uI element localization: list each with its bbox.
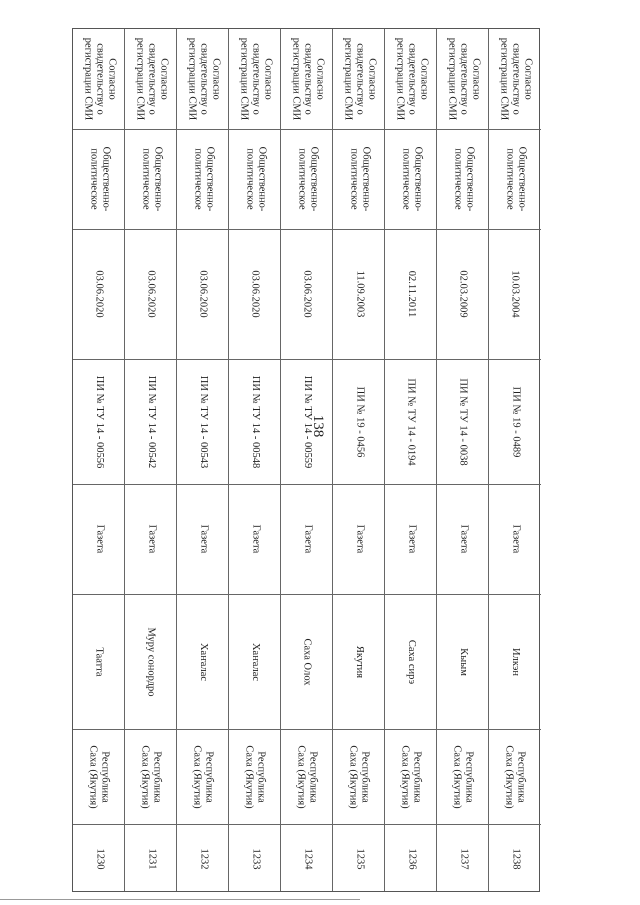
basis-cell xyxy=(281,29,333,129)
region-cell xyxy=(333,729,385,824)
type: Газета xyxy=(510,524,521,554)
num-cell xyxy=(281,824,333,893)
region-text xyxy=(87,745,111,808)
record-column xyxy=(177,29,229,891)
basis-line3: регистрации СМИ xyxy=(342,37,353,121)
name: Хаҥалас xyxy=(249,642,261,681)
region-line1: Республика xyxy=(256,750,267,803)
region-line1: Республика xyxy=(152,750,163,803)
license-cell xyxy=(437,359,489,484)
date-cell xyxy=(489,229,541,359)
num: 1236 xyxy=(406,848,417,869)
type: Газета xyxy=(302,524,313,554)
name: Муру сонордро xyxy=(146,626,158,697)
license: ПИ № ТУ 14 - 0194 xyxy=(406,377,417,466)
name-text xyxy=(457,648,469,676)
basis-line1: Согласно xyxy=(314,58,325,100)
type-cell xyxy=(281,484,333,594)
basis-cell xyxy=(73,29,125,129)
license: ПИ № ТУ 14 - 00559 xyxy=(302,375,313,468)
basis-text xyxy=(341,38,377,121)
basis-cell xyxy=(229,29,281,129)
num-text xyxy=(301,848,313,869)
name-cell xyxy=(177,594,229,729)
category-line1: Общественно- xyxy=(464,146,476,212)
license: ПИ № 19 - 0489 xyxy=(510,386,521,457)
num-cell xyxy=(437,824,489,893)
date-cell xyxy=(177,229,229,359)
region-line2: Саха (Якутия) xyxy=(452,744,463,809)
region-text xyxy=(191,745,215,808)
category-line1: Общественно- xyxy=(100,146,112,212)
name-text xyxy=(249,642,261,680)
license-cell xyxy=(125,359,177,484)
basis-text xyxy=(393,38,429,121)
basis-line2: свидетельству о xyxy=(198,43,209,115)
num-text xyxy=(405,848,417,869)
license-text xyxy=(457,378,469,465)
name-cell xyxy=(385,594,437,729)
date: 03.06.2020 xyxy=(302,270,313,318)
basis-line2: свидетельству о xyxy=(458,43,469,115)
basis-line2: свидетельству о xyxy=(510,43,521,115)
region-line2: Саха (Якутия) xyxy=(296,744,307,809)
region-cell xyxy=(177,729,229,824)
basis-line1: Согласно xyxy=(262,58,273,100)
type-text xyxy=(249,525,261,554)
num-text xyxy=(145,848,157,869)
name: Илкэн xyxy=(509,647,521,676)
region-line1: Республика xyxy=(360,750,371,803)
type-cell xyxy=(489,484,541,594)
license-cell xyxy=(333,359,385,484)
num-text xyxy=(93,848,105,869)
basis-cell xyxy=(437,29,489,129)
category-text xyxy=(503,147,527,212)
license-cell xyxy=(489,359,541,484)
region-line1: Республика xyxy=(412,750,423,803)
date-text xyxy=(353,271,365,318)
date-cell xyxy=(229,229,281,359)
category-line1: Общественно- xyxy=(256,146,268,212)
category-cell xyxy=(177,129,229,229)
basis-text xyxy=(445,38,481,121)
category-line2: политическое xyxy=(400,148,412,210)
type-cell xyxy=(385,484,437,594)
region-text xyxy=(451,745,475,808)
record-column xyxy=(437,29,489,891)
basis-line3: регистрации СМИ xyxy=(186,37,197,121)
license-text xyxy=(145,375,157,467)
basis-line1: Согласно xyxy=(470,58,481,100)
date-text xyxy=(405,271,417,317)
basis-cell xyxy=(385,29,437,129)
num-cell xyxy=(125,824,177,893)
license-cell xyxy=(177,359,229,484)
type: Газета xyxy=(198,524,209,554)
type-text xyxy=(509,525,521,554)
name-cell xyxy=(333,594,385,729)
category-text xyxy=(295,147,319,212)
region-cell xyxy=(489,729,541,824)
num-text xyxy=(457,848,469,869)
basis-text xyxy=(133,38,169,121)
category-text xyxy=(347,147,371,212)
name-text xyxy=(405,639,417,683)
date: 02.11.2011 xyxy=(405,270,417,318)
num-cell xyxy=(385,824,437,893)
type-cell xyxy=(73,484,125,594)
date-text xyxy=(249,270,261,317)
num: 1230 xyxy=(94,848,105,869)
license-text xyxy=(405,378,417,465)
category-line1: Общественно- xyxy=(204,146,216,212)
name: Хаҥалас xyxy=(197,642,209,681)
basis-line1: Согласно xyxy=(366,58,377,100)
date-text xyxy=(197,270,209,317)
basis-line1: Согласно xyxy=(158,58,169,100)
category-text xyxy=(191,147,215,212)
num-text xyxy=(197,848,209,869)
category-text xyxy=(139,147,163,212)
region-line1: Республика xyxy=(516,750,527,803)
name-cell xyxy=(281,594,333,729)
category-line1: Общественно- xyxy=(360,146,372,212)
basis-cell xyxy=(125,29,177,129)
date: 03.06.2020 xyxy=(146,270,157,318)
basis-text xyxy=(289,38,325,121)
basis-line2: свидетельству о xyxy=(94,43,105,115)
basis-line1: Согласно xyxy=(106,58,117,100)
num: 1235 xyxy=(354,848,365,869)
license-cell xyxy=(281,359,333,484)
type-cell xyxy=(229,484,281,594)
name-text xyxy=(353,645,365,677)
basis-text xyxy=(81,38,117,121)
category-text xyxy=(87,147,111,212)
record-column xyxy=(333,29,385,891)
basis-line2: свидетельству о xyxy=(302,43,313,115)
region-cell xyxy=(125,729,177,824)
license-text xyxy=(301,375,313,467)
date-text xyxy=(93,270,105,317)
category-line1: Общественно- xyxy=(152,146,164,212)
basis-line3: регистрации СМИ xyxy=(394,37,405,121)
date: 03.06.2020 xyxy=(94,270,105,318)
region-line2: Саха (Якутия) xyxy=(88,744,99,809)
category-cell xyxy=(125,129,177,229)
region-cell xyxy=(437,729,489,824)
license: ПИ № ТУ 14 - 0038 xyxy=(458,377,469,466)
type-cell xyxy=(125,484,177,594)
region-line1: Республика xyxy=(100,750,111,803)
date-text xyxy=(301,270,313,317)
type-text xyxy=(457,525,469,554)
license-text xyxy=(509,386,521,457)
type-cell xyxy=(177,484,229,594)
category-text xyxy=(399,147,423,212)
region-cell xyxy=(385,729,437,824)
basis-line2: свидетельству о xyxy=(146,43,157,115)
category-cell xyxy=(437,129,489,229)
type: Газета xyxy=(250,524,261,554)
category-cell xyxy=(385,129,437,229)
basis-cell xyxy=(489,29,541,129)
region-line2: Саха (Якутия) xyxy=(192,744,203,809)
category-text xyxy=(243,147,267,212)
name-cell xyxy=(489,594,541,729)
date-cell xyxy=(333,229,385,359)
region-line2: Саха (Якутия) xyxy=(504,744,515,809)
date-text xyxy=(145,270,157,317)
basis-line2: свидетельству о xyxy=(354,43,365,115)
num: 1231 xyxy=(146,848,157,869)
license-text xyxy=(93,375,105,467)
basis-text xyxy=(185,38,221,121)
type-text xyxy=(93,525,105,554)
basis-line3: регистрации СМИ xyxy=(238,37,249,121)
basis-line3: регистрации СМИ xyxy=(290,37,301,121)
date-text xyxy=(509,270,521,317)
num-cell xyxy=(333,824,385,893)
record-column xyxy=(489,29,541,891)
region-line1: Республика xyxy=(464,750,475,803)
region-line2: Саха (Якутия) xyxy=(400,744,411,809)
basis-cell xyxy=(333,29,385,129)
name: Таатта xyxy=(93,646,105,677)
category-cell xyxy=(229,129,281,229)
region-line1: Республика xyxy=(308,750,319,803)
name: Саха Олох xyxy=(302,637,313,686)
category-cell xyxy=(489,129,541,229)
record-column xyxy=(229,29,281,891)
date-cell xyxy=(437,229,489,359)
license-cell xyxy=(229,359,281,484)
date-cell xyxy=(281,229,333,359)
name-text xyxy=(145,627,157,696)
type: Газета xyxy=(146,524,157,554)
basis-line3: регистрации СМИ xyxy=(498,37,509,121)
name: Саха сирэ xyxy=(405,639,417,684)
name-cell xyxy=(73,594,125,729)
region-line1: Республика xyxy=(204,750,215,803)
record-column xyxy=(281,29,333,891)
type-text xyxy=(301,525,313,554)
license-cell xyxy=(73,359,125,484)
page-number: 138 xyxy=(310,414,326,438)
category-line2: политическое xyxy=(296,148,308,210)
license: ПИ № ТУ 14 - 00548 xyxy=(250,375,261,468)
basis-line3: регистрации СМИ xyxy=(134,37,145,121)
category-line2: политическое xyxy=(88,148,100,210)
basis-line2: свидетельству о xyxy=(406,43,417,115)
registry-table xyxy=(72,28,540,892)
category-line1: Общественно- xyxy=(516,146,528,212)
license: ПИ № ТУ 14 - 00543 xyxy=(198,375,209,468)
category-text xyxy=(451,147,475,212)
num: 1237 xyxy=(458,848,469,869)
type-text xyxy=(353,525,365,554)
num: 1234 xyxy=(302,848,313,869)
basis-line2: свидетельству о xyxy=(250,43,261,115)
date-cell xyxy=(385,229,437,359)
region-text xyxy=(243,745,267,808)
category-cell xyxy=(73,129,125,229)
region-text xyxy=(139,745,163,808)
num: 1238 xyxy=(510,848,521,869)
type-text xyxy=(197,525,209,554)
basis-line1: Согласно xyxy=(418,58,429,100)
region-cell xyxy=(281,729,333,824)
num-text xyxy=(353,848,365,869)
type-cell xyxy=(437,484,489,594)
name-text xyxy=(93,647,105,676)
category-line2: политическое xyxy=(348,148,360,210)
region-text xyxy=(347,745,371,808)
type: Газета xyxy=(406,524,417,554)
type-text xyxy=(145,525,157,554)
date-cell xyxy=(125,229,177,359)
category-line2: политическое xyxy=(140,148,152,210)
date-cell xyxy=(73,229,125,359)
record-column xyxy=(73,29,125,891)
license: ПИ № ТУ 14 - 00542 xyxy=(146,375,157,468)
name-cell xyxy=(125,594,177,729)
basis-text xyxy=(497,38,533,121)
region-cell xyxy=(73,729,125,824)
name-cell xyxy=(229,594,281,729)
type-cell xyxy=(333,484,385,594)
category-cell xyxy=(333,129,385,229)
name-text xyxy=(509,648,521,676)
num-cell xyxy=(229,824,281,893)
date: 11.09.2003 xyxy=(354,270,365,318)
category-line2: политическое xyxy=(452,148,464,210)
region-text xyxy=(295,745,319,808)
type: Газета xyxy=(458,524,469,554)
region-text xyxy=(399,745,423,808)
category-line2: политическое xyxy=(244,148,256,210)
basis-text xyxy=(237,38,273,121)
region-text xyxy=(503,745,527,808)
num: 1232 xyxy=(198,848,209,869)
category-line2: политическое xyxy=(192,148,204,210)
region-line2: Саха (Якутия) xyxy=(244,744,255,809)
license: ПИ № 19 - 0456 xyxy=(354,386,365,457)
category-line1: Общественно- xyxy=(308,146,320,212)
license-text xyxy=(249,375,261,467)
name-cell xyxy=(437,594,489,729)
region-line2: Саха (Якутия) xyxy=(348,744,359,809)
basis-cell xyxy=(177,29,229,129)
date-text xyxy=(457,270,469,317)
type: Газета xyxy=(354,524,365,554)
type-text xyxy=(405,525,417,554)
basis-line3: регистрации СМИ xyxy=(446,37,457,121)
name: Кыым xyxy=(457,647,469,676)
basis-line3: регистрации СМИ xyxy=(82,37,93,121)
license-cell xyxy=(385,359,437,484)
num-cell xyxy=(489,824,541,893)
num: 1233 xyxy=(250,848,261,869)
date: 03.06.2020 xyxy=(198,270,209,318)
type: Газета xyxy=(94,524,105,554)
region-line2: Саха (Якутия) xyxy=(140,744,151,809)
date: 02.03.2009 xyxy=(458,270,469,318)
date: 10.03.2004 xyxy=(510,270,521,318)
date: 03.06.2020 xyxy=(250,270,261,318)
category-cell xyxy=(281,129,333,229)
record-column xyxy=(385,29,437,891)
num-text xyxy=(509,848,521,869)
license-text xyxy=(197,375,209,467)
license: ПИ № ТУ 14 - 00556 xyxy=(94,375,105,468)
name: Якутия xyxy=(354,645,365,678)
license-text xyxy=(353,386,365,457)
name-text xyxy=(197,642,209,680)
category-line1: Общественно- xyxy=(412,146,424,212)
num-cell xyxy=(177,824,229,893)
basis-line1: Согласно xyxy=(522,58,533,100)
bottom-rule xyxy=(0,899,360,900)
num-text xyxy=(249,848,261,869)
num-cell xyxy=(73,824,125,893)
region-cell xyxy=(229,729,281,824)
record-column xyxy=(125,29,177,891)
basis-line1: Согласно xyxy=(210,58,221,100)
name-text xyxy=(301,638,313,685)
category-line2: политическое xyxy=(504,148,516,210)
